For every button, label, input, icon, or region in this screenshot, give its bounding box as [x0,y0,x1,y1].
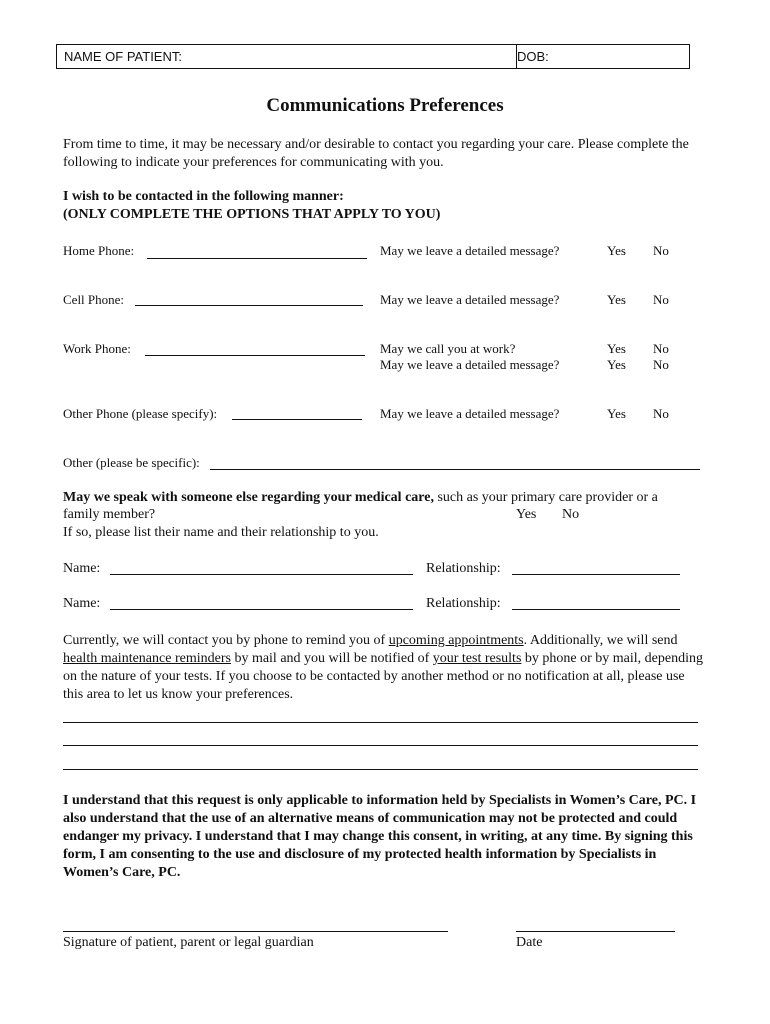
date-field[interactable] [516,931,675,932]
cell-no-option[interactable]: No [653,292,669,307]
preferences-line-1[interactable] [63,722,698,723]
reminder-text-2: . Additionally, we will send [523,633,678,648]
reminder-text-4: by phone or by mail, depending on the nature of your tests. If you choose to be contacted by another method or no notification at all, please use this area to let us know your preferences. [63,651,703,702]
home-detailed-question: May we leave a detailed message? [380,243,560,258]
relationship-label-1: Relationship: [426,561,501,576]
date-label: Date [516,935,543,950]
other-no-option[interactable]: No [653,406,669,421]
other-detailed-question: May we leave a detailed message? [380,406,560,421]
name-label-2: Name: [63,596,101,611]
contact-heading: I wish to be contacted in the following manner: [63,189,344,204]
work-call-yes-option[interactable]: Yes [607,341,626,356]
patient-header-table [56,44,690,69]
speak-yes-option[interactable]: Yes [516,507,537,522]
preferences-line-2[interactable] [63,745,698,746]
speak-question-rest: such as your primary care provider or a [433,490,658,505]
speak-no-option[interactable]: No [562,507,580,522]
reminder-test-results: your test results [432,651,522,666]
cell-yes-option[interactable]: Yes [607,292,626,307]
preferences-line-3[interactable] [63,769,698,770]
dob-field[interactable] [510,45,549,68]
contact-subheading: (ONLY COMPLETE THE OPTIONS THAT APPLY TO YOU) [63,207,441,222]
speak-list-instructions: If so, please list their name and their relationship to you. [63,525,379,540]
cell-detailed-question: May we leave a detailed message? [380,292,560,307]
work-detailed-no-option[interactable]: No [653,357,669,372]
name-field-2[interactable] [110,609,413,610]
other-phone-field[interactable] [232,419,362,420]
intro-paragraph: From time to time, it may be necessary and/or desirable to contact you regarding your care. Please complete the following to indicate your preferences for communicating with you. [63,137,689,170]
signature-field[interactable] [63,931,448,932]
other-phone-label: Other Phone (please specify): [63,406,218,421]
home-yes-option[interactable]: Yes [607,243,626,258]
reminder-health-maintenance: health maintenance reminders [63,651,231,666]
relationship-label-2: Relationship: [426,596,501,611]
home-phone-field[interactable] [147,258,367,259]
signature-label: Signature of patient, parent or legal guardian [63,935,314,950]
work-detailed-question: May we leave a detailed message? [380,357,560,372]
relationship-field-1[interactable] [512,574,680,575]
other-specific-label: Other (please be specific): [63,455,200,470]
relationship-field-2[interactable] [512,609,680,610]
reminder-upcoming-appointments: upcoming appointments [388,633,524,648]
reminder-text-3: by mail and you will be notified of [230,651,433,666]
other-yes-option[interactable]: Yes [607,406,626,421]
work-call-no-option[interactable]: No [653,341,669,356]
consent-paragraph: I understand that this request is only applicable to information held by Specialists in Women’s Care, PC. I also understand that the use of an alternative means of communication may not be protected and could endanger my privacy. I understand that I may change this consent, in writing, at any time. By signing this form, I am consenting to the use and disclosure of my protected health information by Specialists in Women’s Care, PC. [63,793,697,880]
cell-phone-label: Cell Phone: [63,292,125,307]
cell-phone-field[interactable] [135,305,363,306]
work-detailed-yes-option[interactable]: Yes [607,357,626,372]
home-phone-label: Home Phone: [63,243,135,258]
name-label-1: Name: [63,561,101,576]
work-call-question: May we call you at work? [380,341,516,356]
speak-question-bold: May we speak with someone else regarding your medical care, [63,490,434,505]
speak-question-cont: family member? [63,507,156,522]
page-title: Communications Preferences [266,95,504,116]
dob-label: DOB: [517,49,549,64]
patient-name-field[interactable] [57,45,517,68]
work-phone-field[interactable] [145,355,365,356]
name-field-1[interactable] [110,574,413,575]
reminder-text-1: Currently, we will contact you by phone to remind you of [63,633,389,648]
patient-name-label: NAME OF PATIENT: [64,49,182,64]
reminder-paragraph [63,632,708,704]
home-no-option[interactable]: No [653,243,669,258]
speak-question [63,489,733,507]
other-specific-field[interactable] [210,469,700,470]
work-phone-label: Work Phone: [63,341,131,356]
